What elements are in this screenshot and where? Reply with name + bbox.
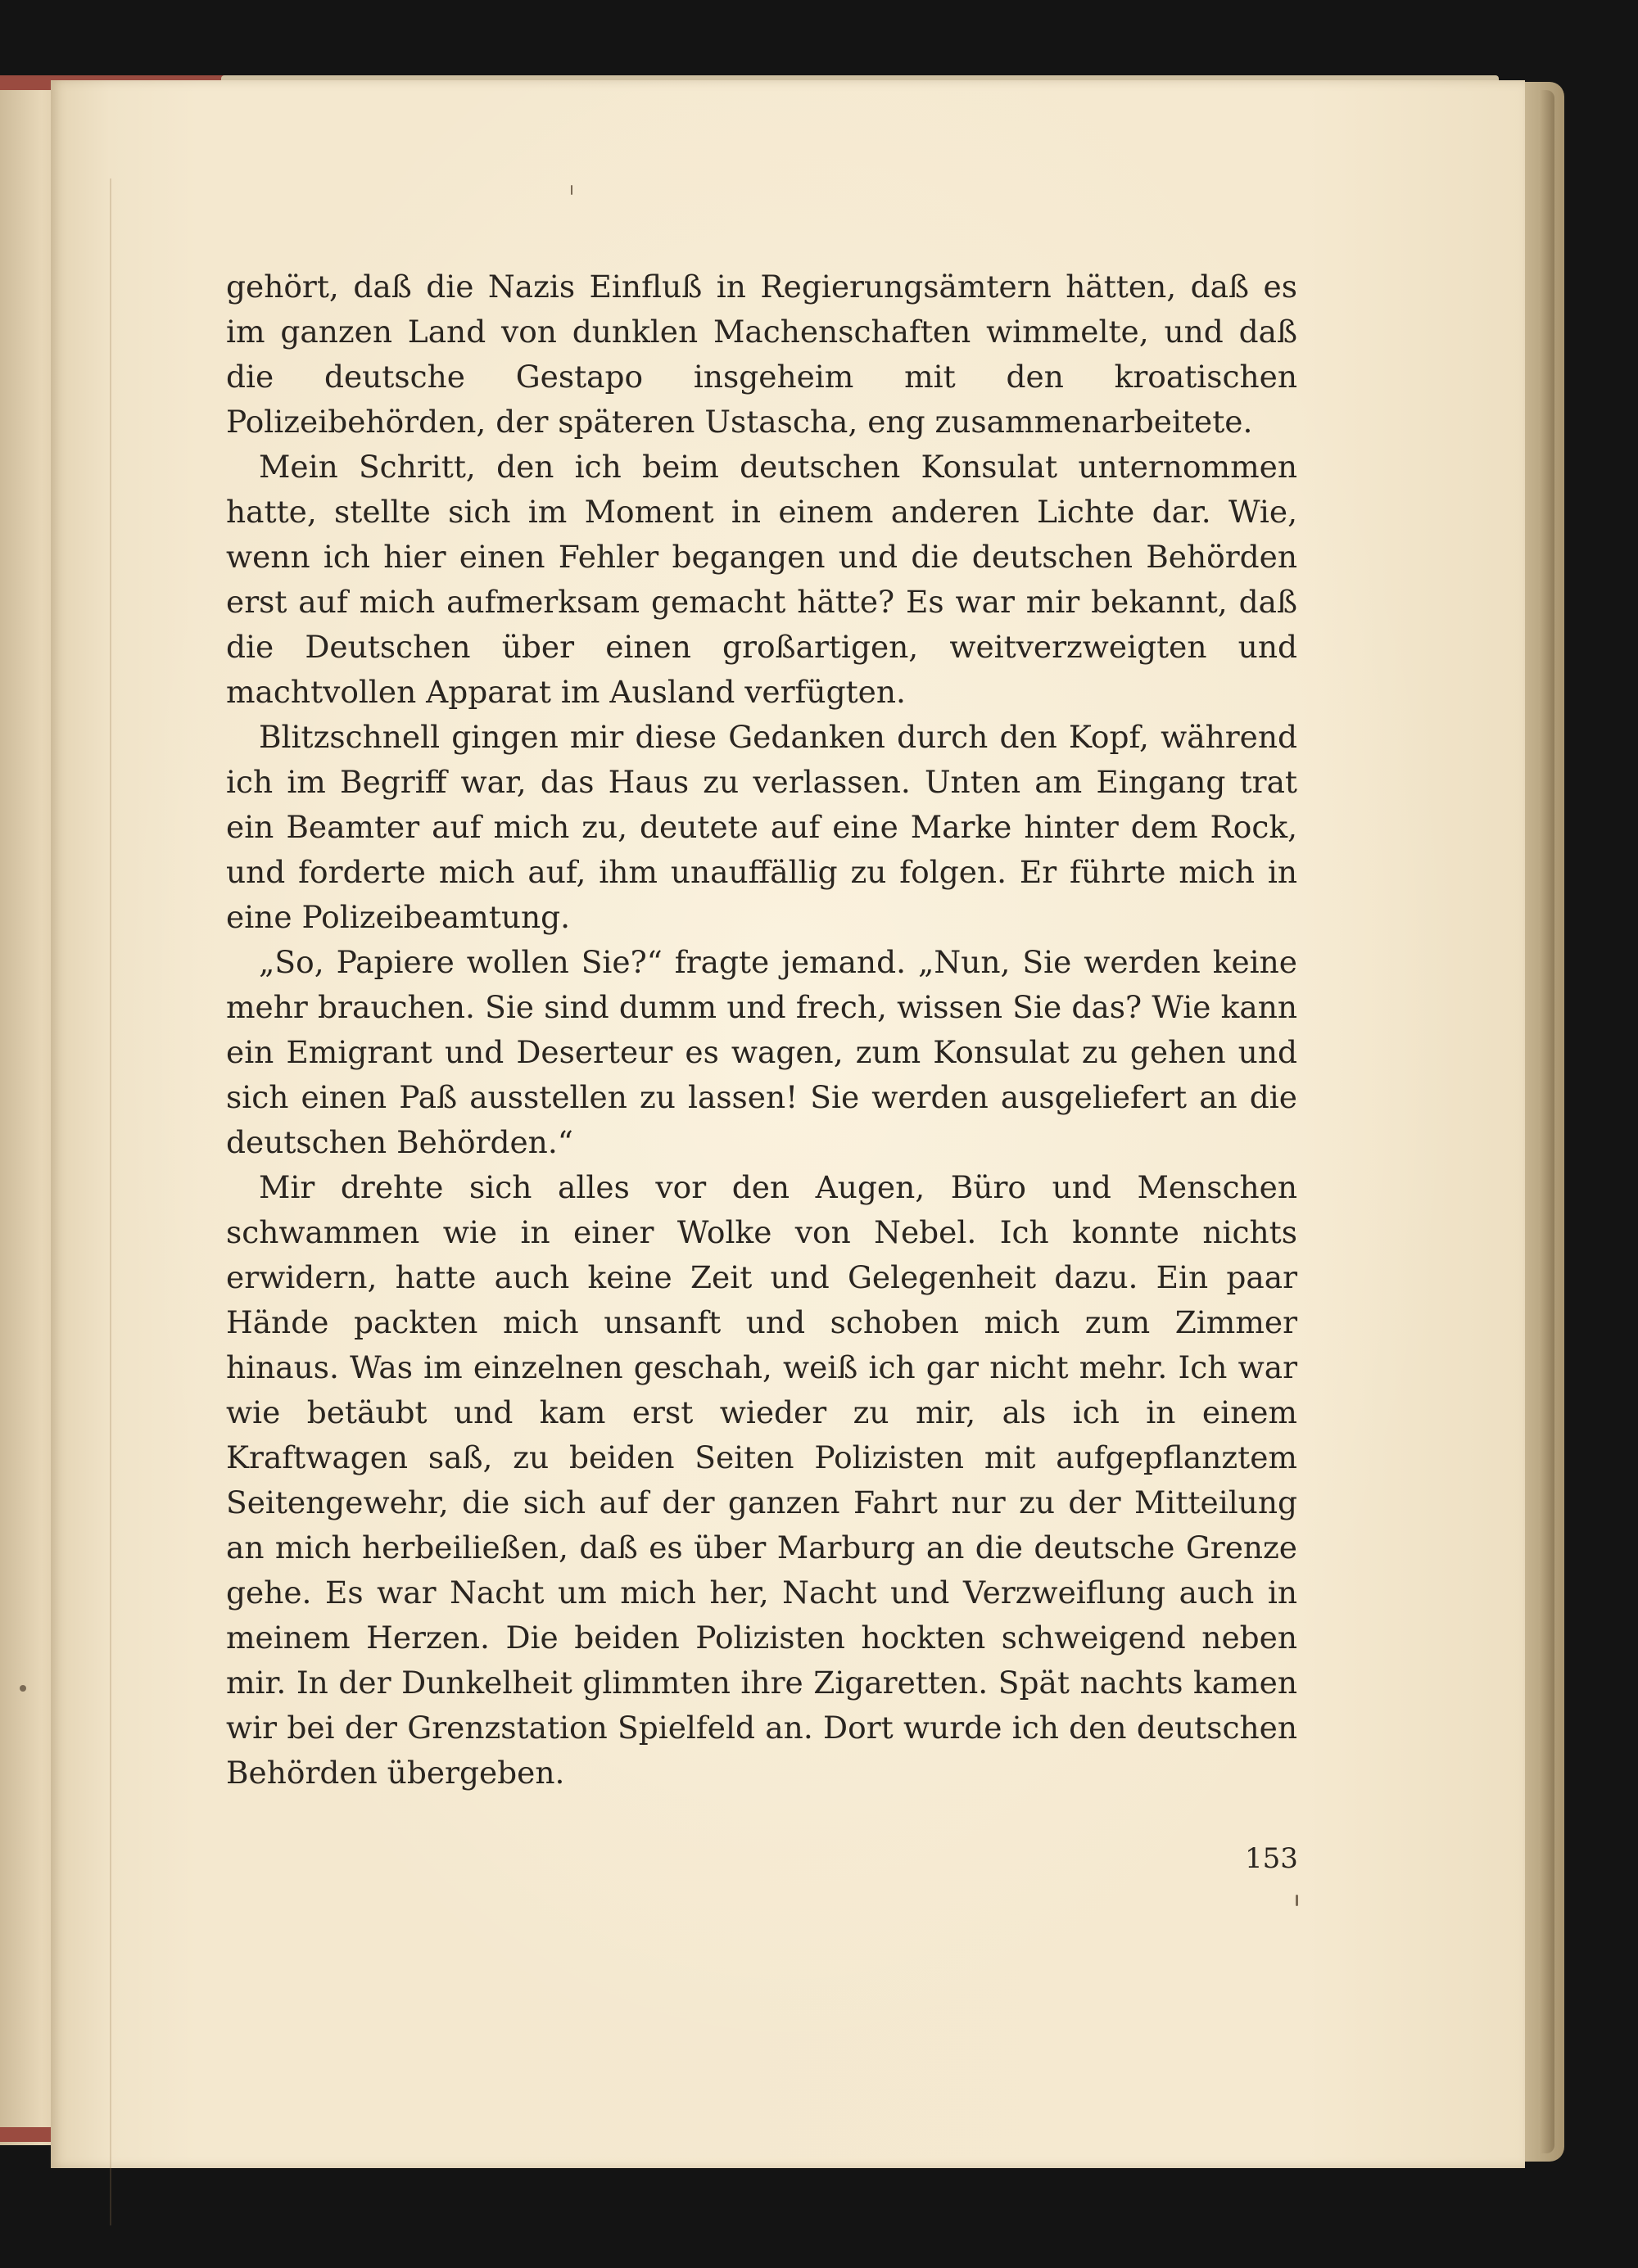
paragraph: „So, Papiere wollen Sie?“ fragte jemand. „Nun, Sie werden keine mehr brauchen. Sie sind dumm und frech, wissen Sie das? Wie kann ein Emigrant und Deserteur es wagen, zum Konsulat zu gehen und sich einen Paß ausstellen zu lassen! Sie werden ausgeliefert an die deutschen Behörden.“	[226, 944, 1297, 1160]
paper-speck	[1296, 1895, 1298, 1906]
body-text	[226, 264, 1297, 1796]
paragraph: Mir drehte sich alles vor den Augen, Büro und Menschen schwammen wie in einer Wolke von Nebel. Ich konnte nichts erwidern, hatte auch keine Zeit und Gelegenheit dazu. Ein paar Hände packten mich unsanft und schoben mich zum Zimmer hinaus. Was im einzelnen geschah, weiß ich gar nicht mehr. Ich war wie betäubt und kam erst wieder zu mir, als ich in einem Kraftwagen saß, zu beiden Seiten Polizisten mit aufgepflanztem Seitengewehr, die sich auf der ganzen Fahrt nur zu der Mitteilung an mich herbeiließen, daß es über Marburg an die deutsche Grenze gehe. Es war Nacht um mich her, Nacht und Verzweiflung auch in meinem Herzen. Die beiden Polizisten hockten schweigend neben mir. In der Dunkelheit glimmten ihre Zigaretten. Spät nachts kamen wir bei der Grenzstation Spielfeld an. Dort wurde ich den deutschen Behörden übergeben.	[226, 1169, 1297, 1791]
paragraph: Blitzschnell gingen mir diese Gedanken durch den Kopf, während ich im Begriff war, das Haus zu verlassen. Unten am Eingang trat ein Beamter auf mich zu, deutete auf eine Marke hinter dem Rock, und forderte mich auf, ihm unauffällig zu folgen. Er führte mich in eine Polizeibeamtung.	[226, 719, 1297, 935]
paper-speck	[20, 1685, 26, 1692]
page-number: 153	[1245, 1842, 1298, 1875]
paragraph: gehört, daß die Nazis Einfluß in Regierungsämtern hätten, daß es im ganzen Land von dunklen Machenschaften wimmelte, und daß die deutsche Gestapo insgeheim mit den kroatischen Polizeibehörden, der späteren Ustascha, eng zusammenarbeitete.	[226, 269, 1297, 440]
gutter-line	[110, 178, 111, 2225]
paper-speck	[571, 185, 572, 195]
page-stack-shadow	[1540, 90, 1554, 2153]
paragraph: Mein Schritt, den ich beim deutschen Konsulat unternommen hatte, stellte sich im Moment in einem anderen Lichte dar. Wie, wenn ich hier einen Fehler begangen und die deutschen Behörden erst auf mich aufmerksam gemacht hätte? Es war mir bekannt, daß die Deutschen über einen großartigen, weitverzweigten und machtvollen Apparat im Ausland verfügten.	[226, 449, 1297, 710]
